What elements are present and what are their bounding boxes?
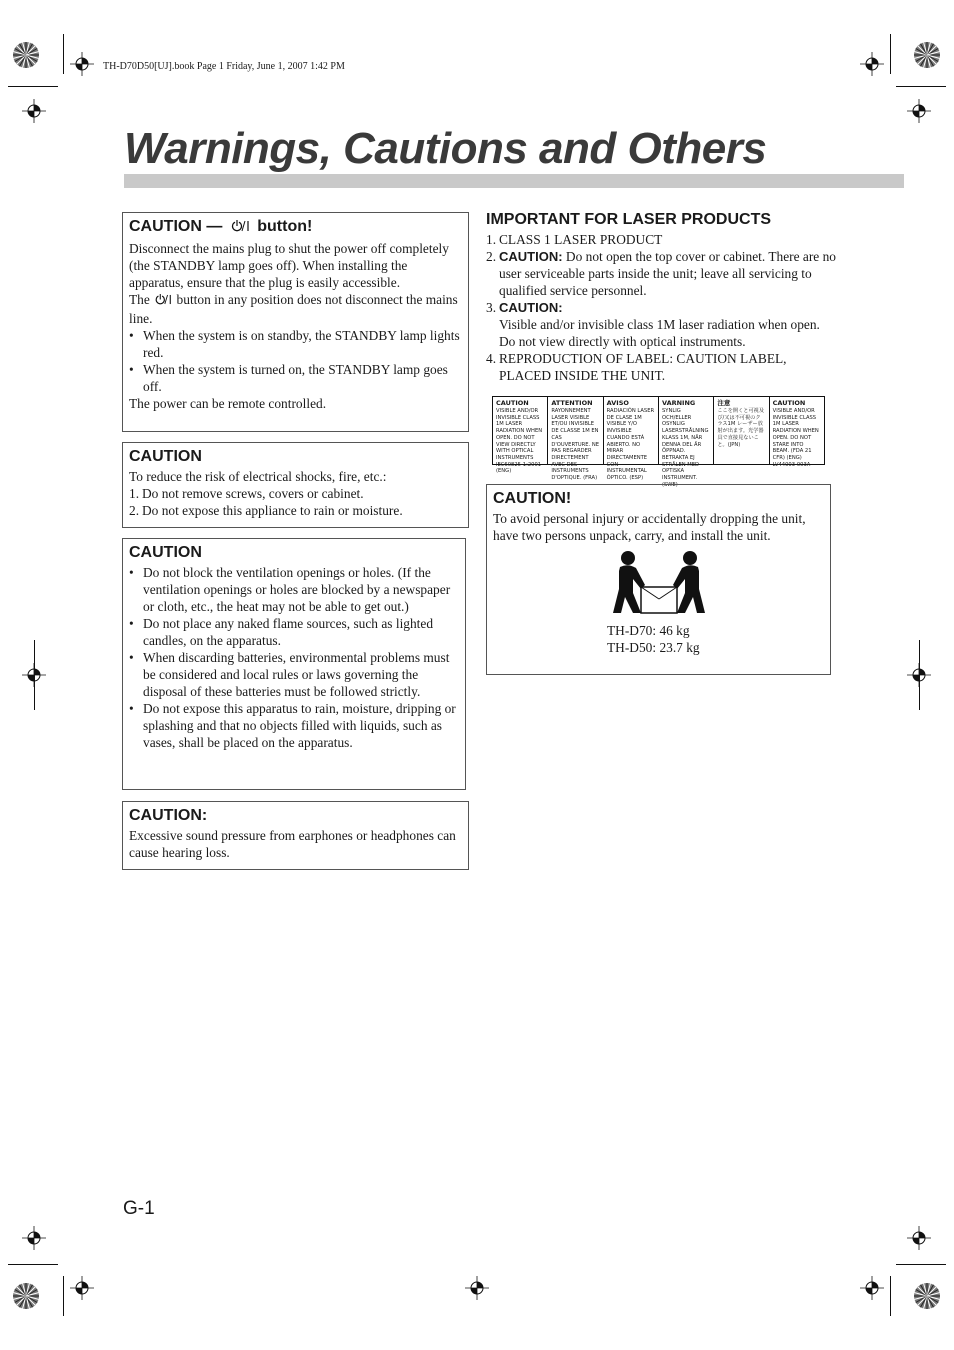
book-header-line: TH-D70D50[UJ].book Page 1 Friday, June 1, 2007 1:42 PM <box>103 61 345 72</box>
caution-general-heading: CAUTION <box>129 544 202 561</box>
registration-star-icon <box>913 41 941 69</box>
registration-target-icon <box>907 99 931 123</box>
label-panel <box>659 397 714 488</box>
crop-line <box>8 86 58 87</box>
list-item: • Do not expose this apparatus to rain, moisture, dripping or splashing and that no objects filled with liquids, such as vases, shall be placed on the apparatus. <box>129 700 459 751</box>
list-item <box>486 350 836 384</box>
crop-line <box>919 640 920 710</box>
list-item <box>129 485 462 502</box>
registration-target-icon <box>22 99 46 123</box>
caution-shock-list <box>129 485 462 519</box>
title-underline-bar <box>124 174 904 188</box>
list-item: • When the system is turned on, the STANDBY lamp goes off. <box>129 361 462 395</box>
standby-power-icon <box>229 219 251 239</box>
caution-button-heading <box>129 217 462 239</box>
registration-star-icon <box>12 1282 40 1310</box>
caution-shock-heading: CAUTION <box>129 448 202 465</box>
caution-button-intro: Disconnect the mains plug to shut the power off completely (the STANDBY lamp goes off). When installing the apparatus, ensure that the plug is easily accessible. <box>129 241 449 290</box>
item-number: 1. <box>486 232 497 247</box>
two-person-lift-icon <box>611 549 707 615</box>
label-panel <box>770 397 824 468</box>
caution-button-note <box>129 291 462 327</box>
item-number: 4. <box>486 351 497 366</box>
laser-section <box>486 210 836 384</box>
item-number: 2. <box>129 503 140 518</box>
crop-line <box>890 34 891 74</box>
caution-shock-intro: To reduce the risk of electrical shocks, fire, etc.: <box>129 469 387 484</box>
item-text: Do not expose this appliance to rain or moisture. <box>142 503 403 518</box>
item-text: REPRODUCTION OF LABEL: CAUTION LABEL, PLACED INSIDE THE UNIT. <box>499 351 787 383</box>
heading-prefix: CAUTION — <box>129 218 223 235</box>
caution-carry-box <box>486 484 831 675</box>
label-text: VISIBLE AND/OR INVISIBLE CLASS 1M LASER RADIATION WHEN OPEN. DO NOT VIEW DIRECTLY WITH OPTICAL INSTRUMENTS IEC60825-1:2001 (ENG) <box>496 408 543 475</box>
crop-line <box>63 34 64 74</box>
laser-heading: IMPORTANT FOR LASER PRODUCTS <box>486 211 772 228</box>
crop-line <box>34 640 35 710</box>
list-item: • Do not block the ventilation openings or holes. (If the ventilation openings or holes are blocked by a newspaper or cloth, etc., the heat may not be able to get out.) <box>129 564 459 615</box>
list-item <box>486 248 836 299</box>
item-number: 2. <box>486 249 497 264</box>
page-title: Warnings, Cautions and Others <box>124 124 767 173</box>
caution-carry-text: To avoid personal injury or accidentally dropping the unit, have two persons unpack, carry, and install the unit. <box>493 511 806 543</box>
registration-star-icon <box>12 41 40 69</box>
registration-target-icon <box>22 1226 46 1250</box>
weight-th-d50: TH-D50: 23.7 kg <box>607 640 700 655</box>
caution-general-bullets <box>129 564 459 751</box>
crop-line <box>63 1276 64 1316</box>
list-item <box>129 502 462 519</box>
label-text: VISIBLE AND/OR INVISIBLE CLASS 1M LASER RADIATION WHEN OPEN. DO NOT STARE INTO BEAM. (FDA 21 CFR) (ENG) LV44003-003A <box>772 408 819 468</box>
list-item: • Do not place any naked flame sources, such as lighted candles, on the apparatus. <box>129 615 459 649</box>
item-text: Visible and/or invisible class 1M laser radiation when open. Do not view directly with optical instruments. <box>499 317 820 349</box>
item-label: CAUTION: <box>499 249 563 264</box>
standby-power-icon <box>153 293 173 310</box>
caution-button-footer: The power can be remote controlled. <box>129 396 327 411</box>
crop-line <box>896 1264 946 1265</box>
label-panel <box>493 397 548 475</box>
item-label: CAUTION: <box>499 300 563 315</box>
label-text: SYNLIG OCH/ELLER OSYNLIG LASERSTRÅLNING KLASS 1M, NÄR DENNA DEL ÄR ÖPPNAD. BETRAKTA EJ STRÅLEN MED OPTISKA INSTRUMENT. (SWE) <box>661 408 709 488</box>
registration-target-icon <box>907 1226 931 1250</box>
registration-target-icon <box>465 1276 489 1300</box>
caution-carry-heading: CAUTION! <box>493 490 572 507</box>
item-number: 3. <box>486 300 497 315</box>
caution-button-box <box>122 212 469 432</box>
label-heading: CAUTION <box>496 399 529 407</box>
item-text: CLASS 1 LASER PRODUCT <box>499 232 663 247</box>
caution-sound-heading: CAUTION: <box>129 807 208 824</box>
label-heading: 注意 <box>717 399 731 407</box>
registration-target-icon <box>860 52 884 76</box>
label-heading: ATTENTION <box>551 399 593 407</box>
weights <box>607 622 700 656</box>
registration-star-icon <box>913 1282 941 1310</box>
crop-line <box>896 86 946 87</box>
caution-shock-box <box>122 442 469 528</box>
registration-target-icon <box>70 1276 94 1300</box>
note-suffix: button in any position does not disconnect the mains line. <box>129 292 458 326</box>
list-item: • When discarding batteries, environmental problems must be considered and local rules or laws governing the disposal of these batteries must be followed strictly. <box>129 649 459 700</box>
label-panel <box>548 397 603 482</box>
caution-sound-text: Excessive sound pressure from earphones or headphones can cause hearing loss. <box>129 828 456 860</box>
note-prefix: The <box>129 292 150 307</box>
weight-th-d70: TH-D70: 46 kg <box>607 623 690 638</box>
label-panel <box>714 397 769 464</box>
label-text: RADIACIÓN LASER DE CLASE 1M VISIBLE Y/O INVISIBLE CUANDO ESTÁ ABIERTO. NO MIRAR DIRECTAMENTE CON INSTRUMENTAL ÓPTICO. (ESP) <box>606 408 655 482</box>
caution-sound-box <box>122 801 469 870</box>
item-text: Do not open the top cover or cabinet. There are no user serviceable parts inside the unit; leave all servicing to qualified service personnel. <box>499 249 836 298</box>
heading-suffix: button! <box>257 218 313 235</box>
label-panel <box>604 397 659 482</box>
list-item: • When the system is on standby, the STANDBY lamp lights red. <box>129 327 462 361</box>
label-heading: AVISO <box>606 399 629 407</box>
label-text: ここを開くと可視及び/又は不可視のクラス1M レーザー放射が出ます。光学器具で直接見ないこと。(JPN) <box>717 408 765 448</box>
list-item <box>486 231 836 248</box>
item-text: Do not remove screws, covers or cabinet. <box>142 486 364 501</box>
laser-list <box>486 231 836 384</box>
registration-target-icon <box>860 1276 884 1300</box>
label-heading: CAUTION <box>772 399 806 407</box>
caution-general-box <box>122 538 466 790</box>
list-item <box>486 299 836 350</box>
caution-button-bullets <box>129 327 462 395</box>
crop-line <box>8 1264 58 1265</box>
label-text: RAYONNEMENT LASER VISIBLE ET/OU INVISIBLE DE CLASSE 1M EN CAS D'OUVERTURE. NE PAS REGARDER DIRECTEMENT AVEC DES INSTRUMENTS D'OPTIQUE. (FRA) <box>551 408 599 482</box>
page-number: G-1 <box>123 1198 155 1219</box>
registration-target-icon <box>70 52 94 76</box>
laser-caution-label <box>492 396 825 488</box>
label-heading: VARNING <box>661 399 696 407</box>
item-number: 1. <box>129 486 140 501</box>
crop-line <box>890 1276 891 1316</box>
